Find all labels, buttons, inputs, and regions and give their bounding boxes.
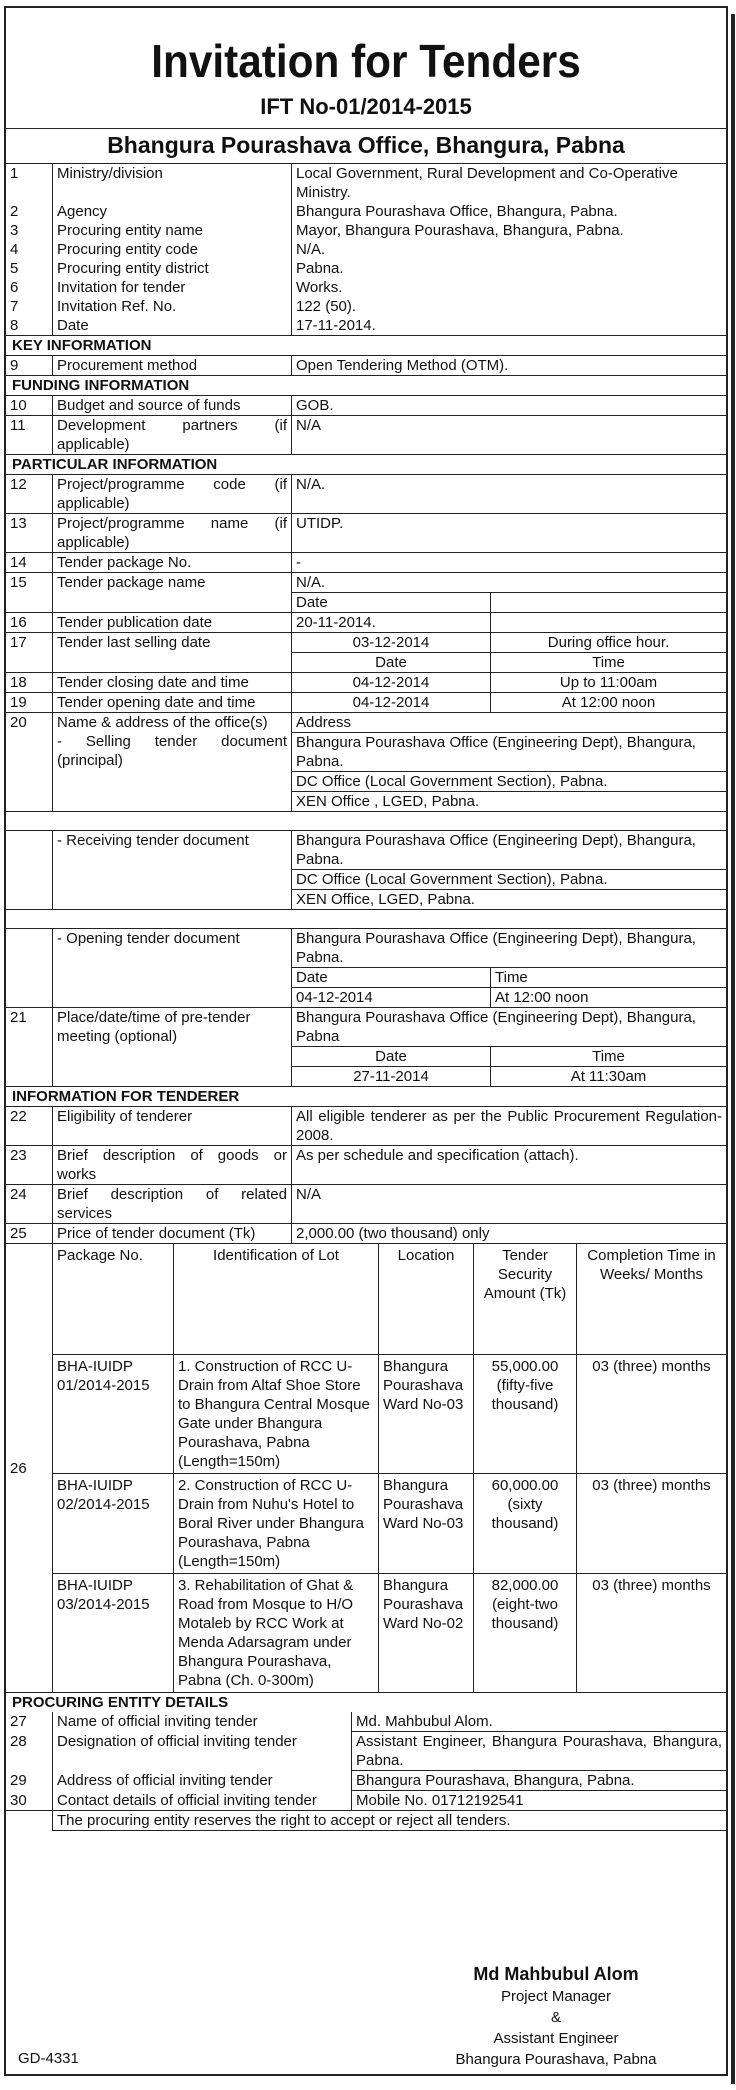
- row-6: 6 Invitation for tender Works.: [6, 278, 726, 297]
- spacer-row: [6, 812, 726, 831]
- row-29: 29 Address of official inviting tender Bhangura Pourashava, Bhangura, Pabna.: [6, 1771, 726, 1791]
- row-26: 26 Package No. Identification of Lot Location Tender Security Amount (Tk) Completion Time in Weeks/ Months BHA-IUIDP 01/2014-2015 1. Construction of RCC U-Drain from Altaf Shoe Store to Bhangura Central Mosque Gate under Bhangura Pourashava, Pabna (Length=150m) Bhangura Pourashava Ward No-03 55,000.00 (fifty-five thousand) 03 (three) months BHA-IUIDP 02/2014-2015 2. Construction of RCC U-Drain from Nuhu's Hotel to Boral River under Bhangura Pourashava, Pabna (Length=150m) Bhangura Pourashava Ward No-03 60,000.00 (sixty thousand) 03 (three) months BHA-IUIDP 03/2014-2015 3. Rehabilitation of Ghat & Road from Mosque to H/O Motaleb by RCC Work at Menda Adarsagram under Bhangura Pourashava, Pabna (Ch. 0-300m) Bhangura Pourashava Ward No-02 82,000.00 (eight-two thousand) 03 (three) months: [6, 1244, 726, 1693]
- row-17: 17 Tender last selling date 03-12-2014 During office hour. Date Time: [6, 633, 726, 673]
- tender-notice: [4, 6, 728, 2076]
- row-16: 16 Tender publication date 20-11-2014.: [6, 613, 726, 633]
- signatory-name: Md Mahbubul Alom: [473, 1964, 639, 1984]
- row-18: 18 Tender closing date and time 04-12-2014 Up to 11:00am: [6, 673, 726, 693]
- signatory-title: Project Manager: [500, 1988, 612, 2005]
- package-row: BHA-IUIDP 02/2014-2015 2. Construction of RCC U-Drain from Nuhu's Hotel to Boral River under Bhangura Pourashava, Pabna (Length=150m) Bhangura Pourashava Ward No-03 60,000.00 (sixty thousand) 03 (three) months: [53, 1474, 726, 1574]
- section-procuring-entity-details: PROCURING ENTITY DETAILS: [6, 1693, 726, 1713]
- row-10: 10 Budget and source of funds GOB.: [6, 396, 726, 416]
- signature-block: Md Mahbubul Alom Project Manager & Assistant Engineer Bhangura Pourashava, Pabna: [426, 1964, 686, 2070]
- row-2: 2 Agency Bhangura Pourashava Office, Bhangura, Pabna.: [6, 202, 726, 221]
- package-table: [53, 1244, 726, 1692]
- row-25: 25 Price of tender document (Tk) 2,000.00 (two thousand) only: [6, 1224, 726, 1244]
- notice-title: Invitation for Tenders: [151, 35, 581, 87]
- section-key-information: KEY INFORMATION: [6, 336, 726, 356]
- row-3: 3 Procuring entity name Mayor, Bhangura Pourashava, Bhangura, Pabna.: [6, 221, 726, 240]
- row-8: 8 Date 17-11-2014.: [6, 316, 726, 336]
- row-13: 13 Project/programme name (if applicable) UTIDP.: [6, 514, 726, 553]
- row-19: 19 Tender opening date and time 04-12-2014 At 12:00 noon: [6, 693, 726, 713]
- row-30: 30 Contact details of official inviting tender Mobile No. 01712192541: [6, 1791, 726, 1811]
- row-27: 27 Name of official inviting tender Md. Mahbubul Alom.: [6, 1712, 726, 1732]
- spacer-row: [6, 910, 726, 929]
- reserve-note-row: The procuring entity reserves the right to accept or reject all tenders.: [6, 1811, 726, 1831]
- row-11: 11 Development partners (if applicable) N/A: [6, 416, 726, 455]
- row-4: 4 Procuring entity code N/A.: [6, 240, 726, 259]
- row-receiving: - Receiving tender document Bhangura Pourashava Office (Engineering Dept), Bhangura, Pabna. DC Office (Local Government Section), Pabna. XEN Office, LGED, Pabna.: [6, 831, 726, 910]
- row-14: 14 Tender package No. -: [6, 553, 726, 573]
- row-5: 5 Procuring entity district Pabna.: [6, 259, 726, 278]
- procuring-table: [6, 1712, 726, 1831]
- section-information-for-tenderer: INFORMATION FOR TENDERER: [6, 1087, 726, 1107]
- ift-number: IFT No-01/2014-2015: [260, 94, 472, 119]
- row-15: 15 Tender package name N/A. Date: [6, 573, 726, 613]
- row-21: 21 Place/date/time of pre-tender meeting (optional) Bhangura Pourashava Office (Engineering Dept), Bhangura, Pabna Date Time 27-11-2014 At 11:30am: [6, 1008, 726, 1087]
- tender-table: [6, 164, 726, 1712]
- row-opening: - Opening tender document Bhangura Pourashava Office (Engineering Dept), Bhangura, Pabna. Date Time 04-12-2014 At 12:00 noon: [6, 929, 726, 1008]
- section-particular-information: PARTICULAR INFORMATION: [6, 455, 726, 475]
- row-23: 23 Brief description of goods or works As per schedule and specification (attach).: [6, 1146, 726, 1185]
- row-1: 1 Ministry/division Local Government, Rural Development and Co-Operative Ministry.: [6, 164, 726, 202]
- row-28: 28 Designation of official inviting tender Assistant Engineer, Bhangura Pourashava, Bhangura, Pabna.: [6, 1732, 726, 1771]
- office-heading: Bhangura Pourashava Office, Bhangura, Pabna: [6, 128, 726, 164]
- package-row: BHA-IUIDP 01/2014-2015 1. Construction of RCC U-Drain from Altaf Shoe Store to Bhangura Central Mosque Gate under Bhangura Pourashava, Pabna (Length=150m) Bhangura Pourashava Ward No-03 55,000.00 (fifty-five thousand) 03 (three) months: [53, 1355, 726, 1474]
- row-12: 12 Project/programme code (if applicable) N/A.: [6, 475, 726, 514]
- row-22: 22 Eligibility of tenderer All eligible tenderer as per the Public Procurement Regulation-2008.: [6, 1107, 726, 1146]
- package-row: BHA-IUIDP 03/2014-2015 3. Rehabilitation of Ghat & Road from Mosque to H/O Motaleb by RCC Work at Menda Adarsagram under Bhangura Pourashava, Pabna (Ch. 0-300m) Bhangura Pourashava Ward No-02 82,000.00 (eight-two thousand) 03 (three) months: [53, 1574, 726, 1693]
- row-24: 24 Brief description of related services N/A: [6, 1185, 726, 1224]
- row-7: 7 Invitation Ref. No. 122 (50).: [6, 297, 726, 316]
- package-header-row: Package No. Identification of Lot Location Tender Security Amount (Tk) Completion Time in Weeks/ Months: [53, 1244, 726, 1355]
- row-20: 20 Name & address of the office(s) - Selling tender document (principal) Address Bhangura Pourashava Office (Engineering Dept), Bhangura, Pabna. DC Office (Local Government Section), Pabna. XEN Office , LGED, Pabna.: [6, 713, 726, 812]
- gd-number: GD-4331: [18, 2050, 79, 2067]
- section-funding-information: FUNDING INFORMATION: [6, 376, 726, 396]
- row-9: 9 Procurement method Open Tendering Method (OTM).: [6, 356, 726, 376]
